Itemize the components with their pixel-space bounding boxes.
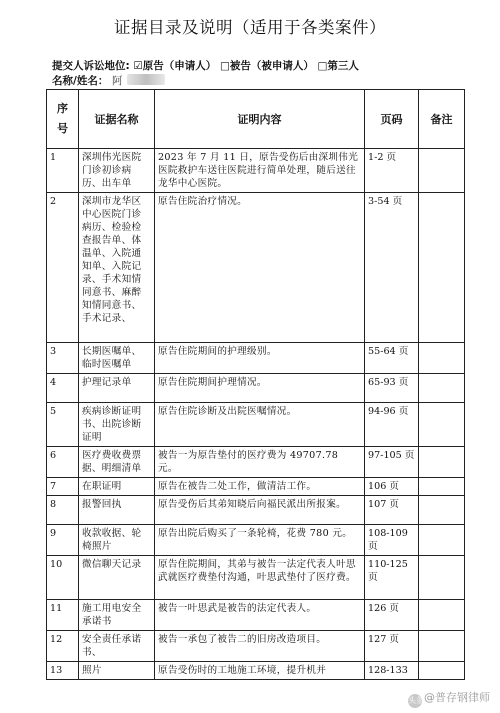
row-note [419, 149, 465, 193]
row-note [419, 556, 465, 600]
row-note [419, 343, 465, 374]
row-index: 3 [47, 343, 79, 374]
row-note [419, 496, 465, 525]
watermark-text: @普存钢律师 [424, 691, 490, 704]
table-row [47, 403, 465, 447]
row-evidence-name: 报警回执 [79, 496, 155, 525]
row-content: 2023 年 7 月 11 日，原告受伤后由深圳伟光医院救护车送往医院进行简单处理，随后送往龙华中心医院。 [155, 149, 365, 193]
row-index: 12 [47, 631, 79, 662]
table-row [47, 496, 465, 525]
name-label: 名称/姓名： [52, 75, 109, 87]
table-row [47, 662, 465, 680]
row-content: 原告受伤时的工地施工环境，提升机并 [155, 662, 365, 680]
row-evidence-name: 安全责任承诺书、 [79, 631, 155, 662]
row-pages: 1-2 页 [365, 149, 419, 193]
row-pages: 97-105 页 [365, 447, 419, 478]
table-row [47, 149, 465, 193]
row-evidence-name: 施工用电安全承诺书 [79, 600, 155, 631]
row-content: 被告一为原告垫付的医疗费为 49707.78 元。 [155, 447, 365, 478]
row-note [419, 600, 465, 631]
document-title: 证据目录及说明（适用于各类案件） [114, 18, 386, 37]
row-content: 原告在被告二处工作，做清洁工作。 [155, 478, 365, 496]
row-content: 原告出院后购买了一条轮椅，花费 780 元。 [155, 525, 365, 556]
row-content: 被告一叶思武是被告的法定代表人。 [155, 600, 365, 631]
row-note [419, 478, 465, 496]
table-row [47, 374, 465, 403]
table-row [47, 478, 465, 496]
header-index: 序 号 [47, 90, 79, 149]
row-pages: 65-93 页 [365, 374, 419, 403]
row-index: 6 [47, 447, 79, 478]
name-partial: 阿 [112, 75, 123, 87]
name-line [52, 73, 165, 88]
row-content: 被告一承包了被告二的旧房改造项目。 [155, 631, 365, 662]
row-content: 原告住院诊断及出院医嘱情况。 [155, 403, 365, 447]
row-note [419, 447, 465, 478]
table-row [47, 193, 465, 343]
row-note [419, 525, 465, 556]
row-pages: 110-125 页 [365, 556, 419, 600]
row-evidence-name: 深圳市龙华区中心医院门诊病历、检验检查报告单、体温单、入院通知单、入院记录、手术知情同意书、麻醉知情同意书、手术记录、 [79, 193, 155, 343]
evidence-table [46, 89, 465, 680]
row-index: 10 [47, 556, 79, 600]
row-pages: 128-133 [365, 662, 419, 680]
table-row [47, 447, 465, 478]
table-header-row [47, 90, 465, 149]
table-row [47, 556, 465, 600]
row-pages: 108-109 页 [365, 525, 419, 556]
row-note [419, 631, 465, 662]
row-pages: 127 页 [365, 631, 419, 662]
redacted-name-block [127, 74, 165, 85]
row-note [419, 403, 465, 447]
row-index: 11 [47, 600, 79, 631]
row-pages: 106 页 [365, 478, 419, 496]
row-index: 5 [47, 403, 79, 447]
row-pages: 3-54 页 [365, 193, 419, 343]
row-pages: 94-96 页 [365, 403, 419, 447]
row-note [419, 193, 465, 343]
row-evidence-name: 收款收据、轮椅照片 [79, 525, 155, 556]
submitter-label: 提交人诉讼地位: [52, 60, 130, 72]
watermark [408, 689, 490, 708]
row-content: 原告住院期间护理情况。 [155, 374, 365, 403]
row-pages: 55-64 页 [365, 343, 419, 374]
table-row [47, 600, 465, 631]
header-name: 证据名称 [79, 90, 155, 149]
header-note: 备注 [419, 90, 465, 149]
row-evidence-name: 在职证明 [79, 478, 155, 496]
table-row [47, 525, 465, 556]
row-content: 原告住院期间的护理级别。 [155, 343, 365, 374]
row-evidence-name: 医疗费收费票据、明细清单 [79, 447, 155, 478]
row-evidence-name: 照片 [79, 662, 155, 680]
row-evidence-name: 深圳伟光医院门诊初诊病历、出车单 [79, 149, 155, 193]
option-plaintiff: ☑原告（申请人） [133, 60, 217, 72]
row-evidence-name: 微信聊天记录 [79, 556, 155, 600]
row-pages: 126 页 [365, 600, 419, 631]
row-index: 13 [47, 662, 79, 680]
header-page: 页码 [365, 90, 419, 149]
row-content: 原告住院期间，其弟与被告一法定代表人叶思武就医疗费垫付沟通，叶思武垫付了医疗费。 [155, 556, 365, 600]
row-index: 2 [47, 193, 79, 343]
header-content: 证明内容 [155, 90, 365, 149]
row-index: 4 [47, 374, 79, 403]
row-content: 原告受伤后其弟知晓后向福民派出所报案。 [155, 496, 365, 525]
row-index: 9 [47, 525, 79, 556]
row-index: 8 [47, 496, 79, 525]
row-index: 1 [47, 149, 79, 193]
row-evidence-name: 护理记录单 [79, 374, 155, 403]
watermark-logo-icon: 头条 [408, 694, 422, 708]
submitter-line [52, 58, 359, 73]
row-note [419, 374, 465, 403]
option-third-party: □第三人 [317, 60, 359, 72]
row-note [419, 662, 465, 680]
option-defendant: □被告（被申请人） [219, 60, 314, 72]
row-pages: 107 页 [365, 496, 419, 525]
row-evidence-name: 长期医嘱单、临时医嘱单 [79, 343, 155, 374]
table-row [47, 631, 465, 662]
row-evidence-name: 疾病诊断证明书、出院诊断证明 [79, 403, 155, 447]
row-index: 7 [47, 478, 79, 496]
table-row [47, 343, 465, 374]
row-content: 原告住院治疗情况。 [155, 193, 365, 343]
